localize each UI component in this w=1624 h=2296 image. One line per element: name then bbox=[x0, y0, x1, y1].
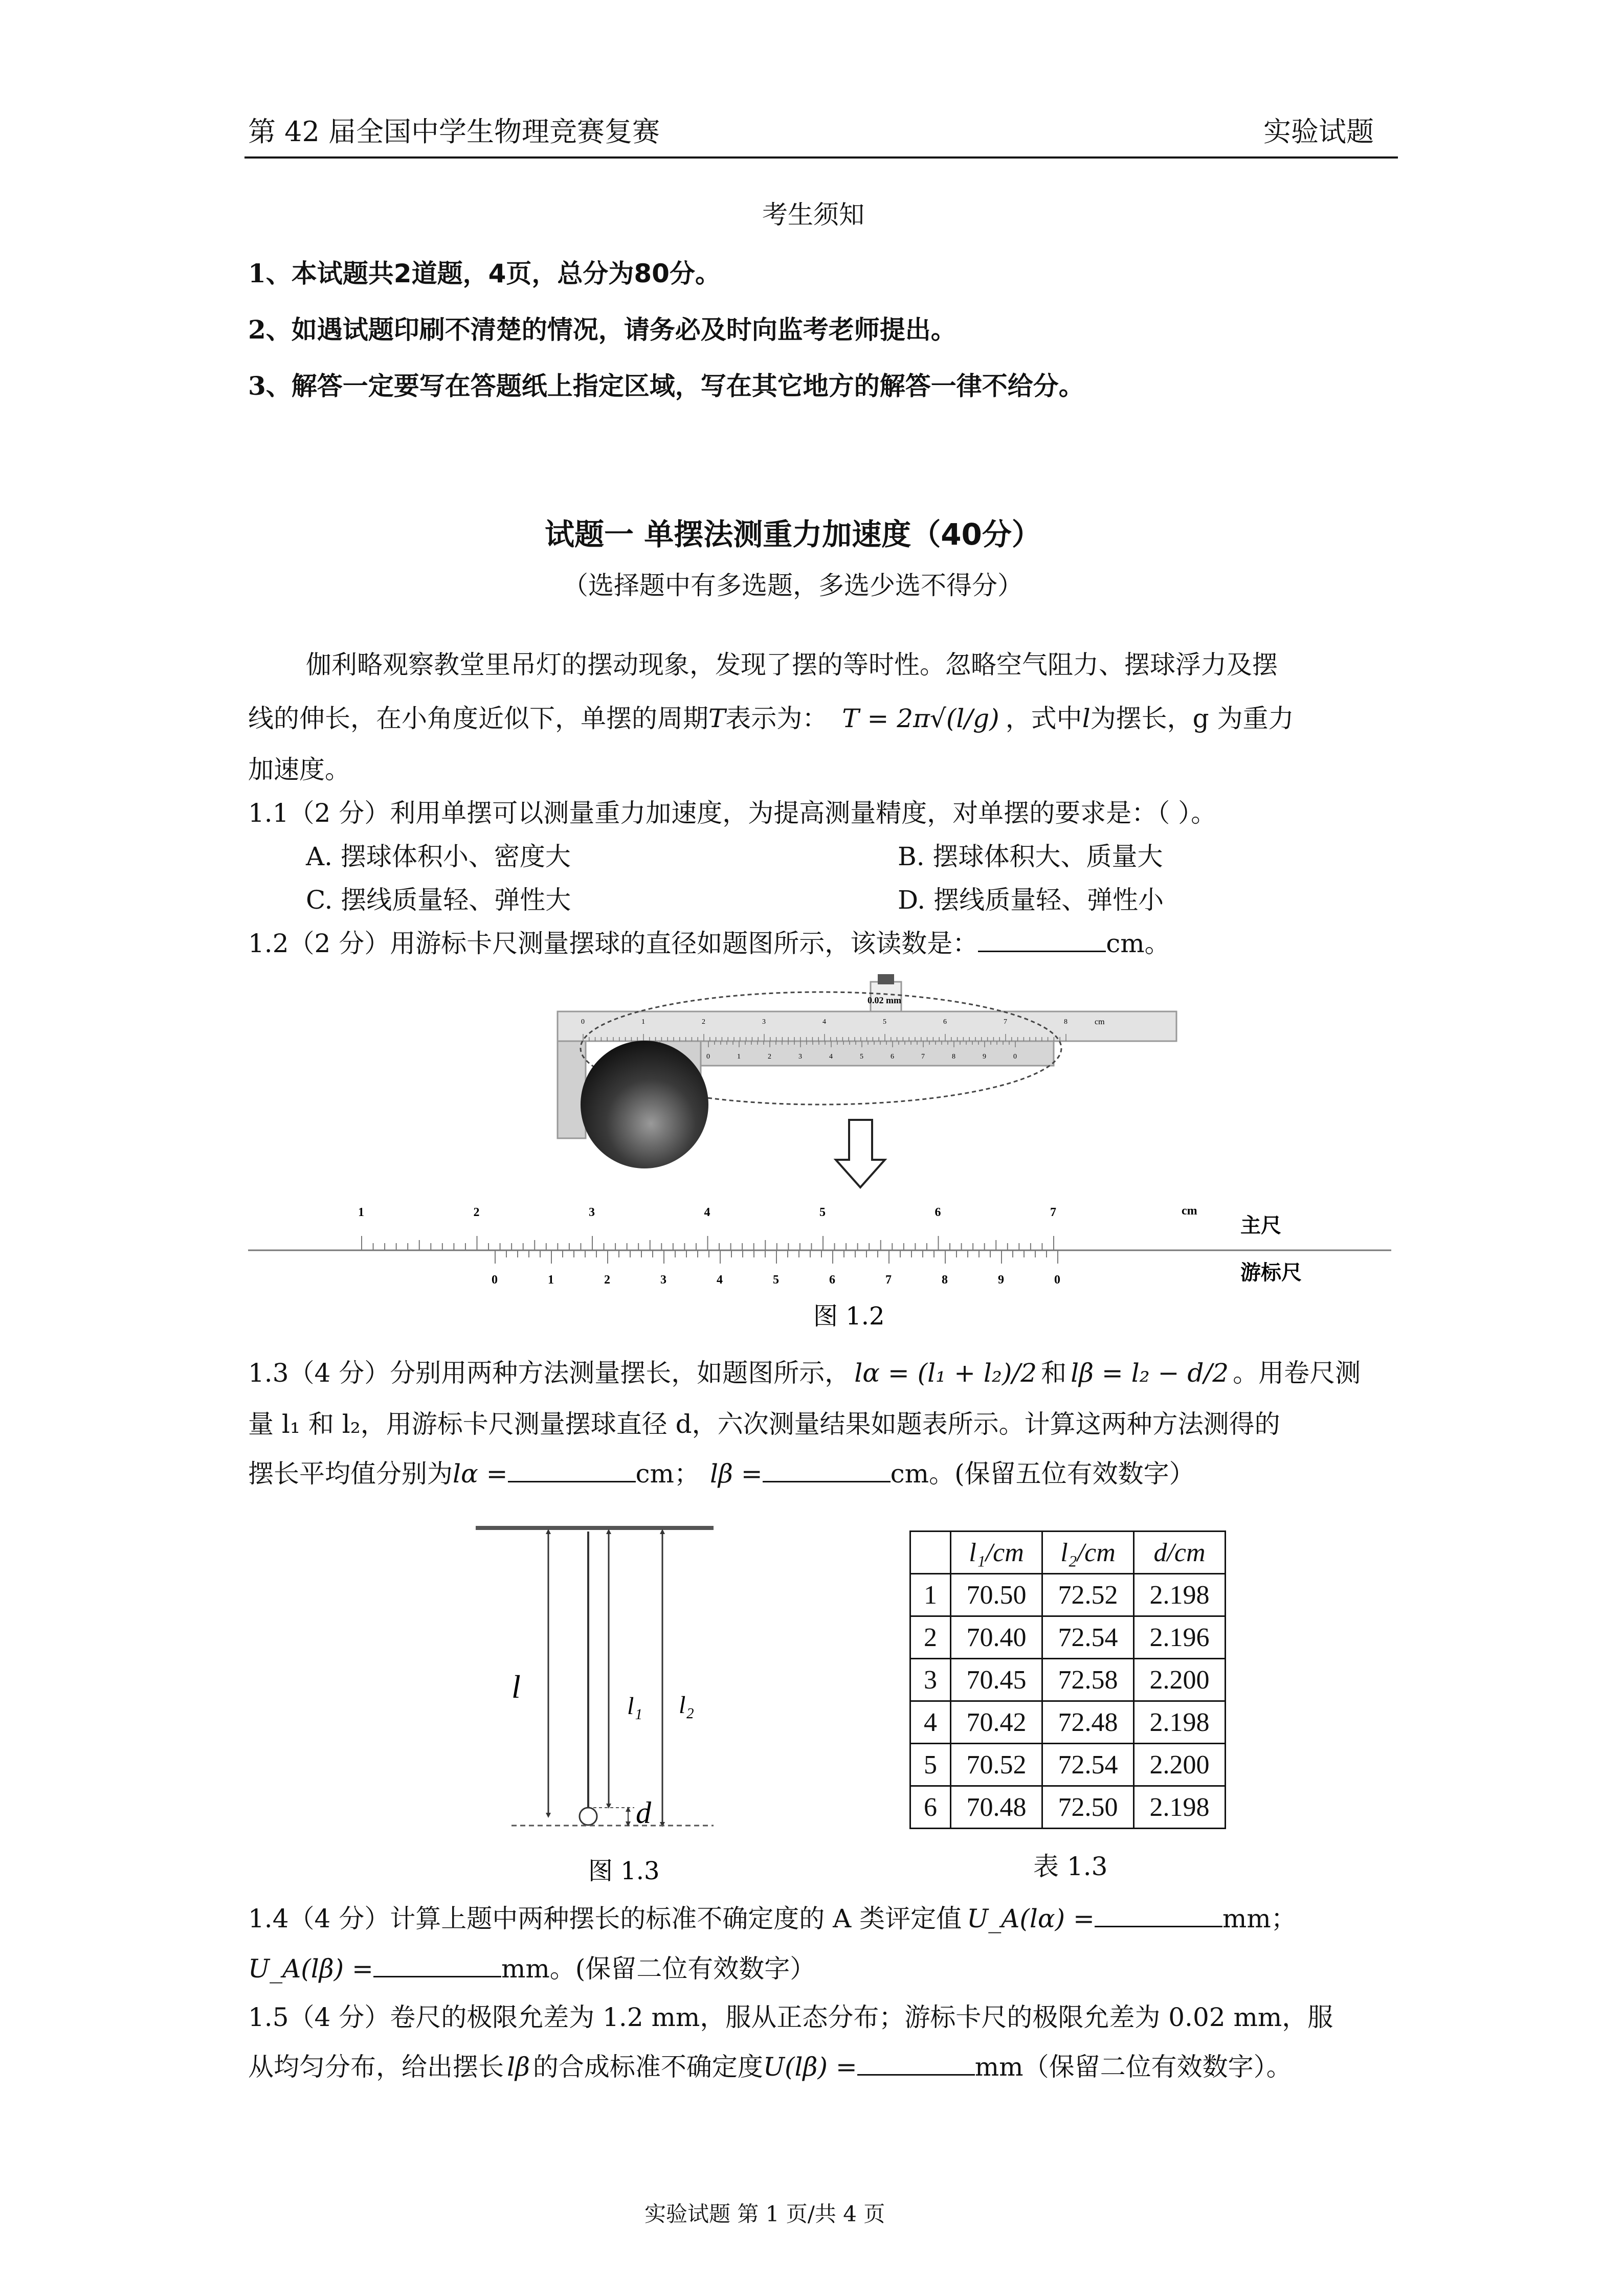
q13-line-3: 摆长平均值分别为lα = cm； lβ = cm。(保留五位有效数字） bbox=[248, 1459, 1195, 1489]
q11-text: 1.1（2 分）利用单摆可以测量重力加速度，为提高测量精度，对单摆的要求是：（ ）。 bbox=[248, 798, 1217, 828]
caliper-vernier-number: 9 bbox=[983, 1053, 986, 1061]
intro-line-3: 加速度。 bbox=[248, 755, 350, 784]
caliper-vernier-number: 8 bbox=[952, 1053, 955, 1061]
table-row: 2 70.40 72.54 2.196 bbox=[910, 1616, 1226, 1659]
main-scale-label: 主尺 bbox=[1240, 1214, 1281, 1237]
table-1-3 bbox=[909, 1530, 1226, 1829]
figure-1-2-caption: 图 1.2 bbox=[813, 1302, 885, 1331]
notice-item-2: 2、如遇试题印刷不清楚的情况，请务必及时向监考老师提出。 bbox=[248, 314, 956, 345]
q11-option-c: C. 摆线质量轻、弹性大 bbox=[306, 885, 571, 915]
notice-title: 考生须知 bbox=[762, 200, 864, 230]
main-scale bbox=[358, 1206, 1056, 1250]
caliper-main-number: 3 bbox=[762, 1018, 766, 1026]
vernier-scale-number: 3 bbox=[660, 1273, 666, 1287]
period-formula: T = 2π√(l/g) bbox=[842, 704, 999, 733]
caliper-main-number: 4 bbox=[822, 1018, 826, 1026]
table-header-row: l₁/cm l₂/cm d/cm bbox=[910, 1532, 1226, 1574]
caliper-vernier-number: 0 bbox=[706, 1053, 710, 1061]
pendulum-ball bbox=[581, 1041, 708, 1168]
label-l: l bbox=[511, 1669, 521, 1705]
main-scale-number: 6 bbox=[935, 1206, 941, 1219]
table-row: 6 70.48 72.50 2.198 bbox=[910, 1786, 1226, 1829]
main-scale-number: 3 bbox=[589, 1206, 595, 1219]
q13-answer-blank-beta[interactable] bbox=[763, 1458, 891, 1482]
intro-line-2: 线的伸长，在小角度近似下，单摆的周期T表示为： T = 2π√(l/g) ，式中l为摆长，g 为重力 bbox=[248, 704, 1294, 733]
vernier-scale-number: 4 bbox=[717, 1273, 723, 1287]
page-footer: 实验试题 第 1 页/共 4 页 bbox=[644, 2201, 885, 2226]
intro-line-1: 伽利略观察教堂里吊灯的摆动现象，发现了摆的等时性。忽略空气阻力、摆球浮力及摆 bbox=[306, 650, 1278, 680]
vernier-scale-number: 6 bbox=[829, 1273, 835, 1287]
vernier-scale-number: 5 bbox=[773, 1273, 779, 1287]
problem-title: 试题一 单摆法测重力加速度（40分） bbox=[545, 517, 1041, 552]
table-row: 5 70.52 72.54 2.200 bbox=[910, 1744, 1226, 1786]
caliper-main-number: 7 bbox=[1004, 1018, 1007, 1026]
caliper-main-number: 1 bbox=[641, 1018, 645, 1026]
caliper-vernier-number: 4 bbox=[829, 1053, 833, 1061]
q15-line-2: 从均匀分布，给出摆长 lβ 的合成标准不确定度U(lβ) = mm（保留二位有效数字）。 bbox=[248, 2052, 1292, 2082]
caliper-main-number: 5 bbox=[883, 1018, 886, 1026]
caliper-main-number: 6 bbox=[943, 1018, 947, 1026]
caliper-vernier-number: 0 bbox=[1013, 1053, 1017, 1061]
caliper-vernier-number: 1 bbox=[737, 1053, 741, 1061]
vernier-scale-number: 0 bbox=[492, 1273, 498, 1287]
vernier-scale-number: 8 bbox=[942, 1273, 948, 1287]
main-scale-number: 2 bbox=[473, 1206, 480, 1219]
table-row: 4 70.42 72.48 2.198 bbox=[910, 1701, 1226, 1744]
table-row: 1 70.50 72.52 2.198 bbox=[910, 1574, 1226, 1616]
label-l1: l₁ bbox=[627, 1693, 643, 1720]
q15-answer-blank[interactable] bbox=[857, 2052, 975, 2076]
q15-line-1: 1.5（4 分）卷尺的极限允差为 1.2 mm，服从正态分布；游标卡尺的极限允差为 0.02 mm，服 bbox=[248, 2002, 1333, 2032]
caliper-unit: cm bbox=[1095, 1018, 1105, 1026]
figure-1-3 bbox=[0, 1514, 767, 1902]
main-scale-number: 7 bbox=[1050, 1206, 1056, 1219]
caliper-vernier-number: 3 bbox=[798, 1053, 802, 1061]
header-section: 实验试题 bbox=[1263, 116, 1374, 148]
q11-option-d: D. 摆线质量轻、弹性小 bbox=[898, 885, 1164, 915]
vernier-scale-number: 2 bbox=[604, 1273, 610, 1287]
notice-item-1: 1、本试题共2道题，4页，总分为80分。 bbox=[248, 258, 721, 288]
q14-answer-blank-alpha[interactable] bbox=[1095, 1903, 1222, 1927]
vernier-scale-number: 7 bbox=[885, 1273, 892, 1287]
caliper-vernier-number: 7 bbox=[921, 1053, 925, 1061]
notice-item-3: 3、解答一定要写在答题纸上指定区域，写在其它地方的解答一律不给分。 bbox=[248, 371, 1084, 401]
caliper-vernier-number: 2 bbox=[768, 1053, 771, 1061]
q11-option-b: B. 摆球体积大、质量大 bbox=[898, 842, 1163, 871]
vernier-scale-label: 游标尺 bbox=[1240, 1261, 1302, 1285]
caliper-vernier-number: 5 bbox=[860, 1053, 863, 1061]
vernier-scale-number: 1 bbox=[548, 1273, 554, 1287]
q14-line-1: 1.4（4 分）计算上题中两种摆长的标准不确定度的 A 类评定值 U_A(lα) = mm； bbox=[248, 1904, 1297, 1933]
q14-line-2: U_A(lβ) = mm。(保留二位有效数字） bbox=[248, 1954, 816, 1984]
caliper-main-number: 8 bbox=[1064, 1018, 1067, 1026]
header-title: 第 42 届全国中学生物理竞赛复赛 bbox=[248, 116, 660, 148]
table-row: 3 70.45 72.58 2.200 bbox=[910, 1659, 1226, 1701]
problem-subtitle: （选择题中有多选题，多选少选不得分） bbox=[563, 571, 1023, 600]
caliper-precision: 0.02 mm bbox=[867, 995, 901, 1005]
main-scale-number: 4 bbox=[704, 1206, 710, 1219]
q14-answer-blank-beta[interactable] bbox=[373, 1953, 501, 1977]
label-l2: l₂ bbox=[679, 1692, 695, 1719]
q13-line-2: 量 l₁ 和 l₂，用游标卡尺测量摆球直径 d，六次测量结果如题表所示。计算这两种方法测得的 bbox=[248, 1409, 1280, 1439]
main-scale-number: 1 bbox=[358, 1206, 364, 1219]
main-scale-number: 5 bbox=[819, 1206, 826, 1219]
q13-answer-blank-alpha[interactable] bbox=[508, 1458, 636, 1482]
vernier-scale bbox=[492, 1250, 1060, 1287]
label-d: d bbox=[636, 1796, 651, 1830]
vernier-scale-number: 9 bbox=[998, 1273, 1004, 1287]
caliper-vernier-number: 6 bbox=[891, 1053, 894, 1061]
vernier-scale-number: 0 bbox=[1054, 1273, 1060, 1287]
main-scale-unit: cm bbox=[1182, 1204, 1197, 1218]
small-ball bbox=[580, 1808, 597, 1825]
q12-text: 1.2（2 分）用游标卡尺测量摆球的直径如题图所示，该读数是： cm。 bbox=[248, 929, 1170, 958]
zoom-arrow-icon bbox=[836, 1120, 885, 1187]
figure-1-3-caption: 图 1.3 bbox=[588, 1857, 660, 1885]
q11-option-a: A. 摆球体积小、密度大 bbox=[306, 842, 571, 871]
q13-line-1: 1.3（4 分）分别用两种方法测量摆长，如题图所示， lα = (l₁ + l₂)/2 和 lβ = l₂ − d/2 。用卷尺测 bbox=[248, 1358, 1361, 1388]
table-1-3-caption: 表 1.3 bbox=[1033, 1852, 1108, 1881]
caliper-main-number: 0 bbox=[581, 1018, 585, 1026]
caliper-main-number: 2 bbox=[702, 1018, 705, 1026]
